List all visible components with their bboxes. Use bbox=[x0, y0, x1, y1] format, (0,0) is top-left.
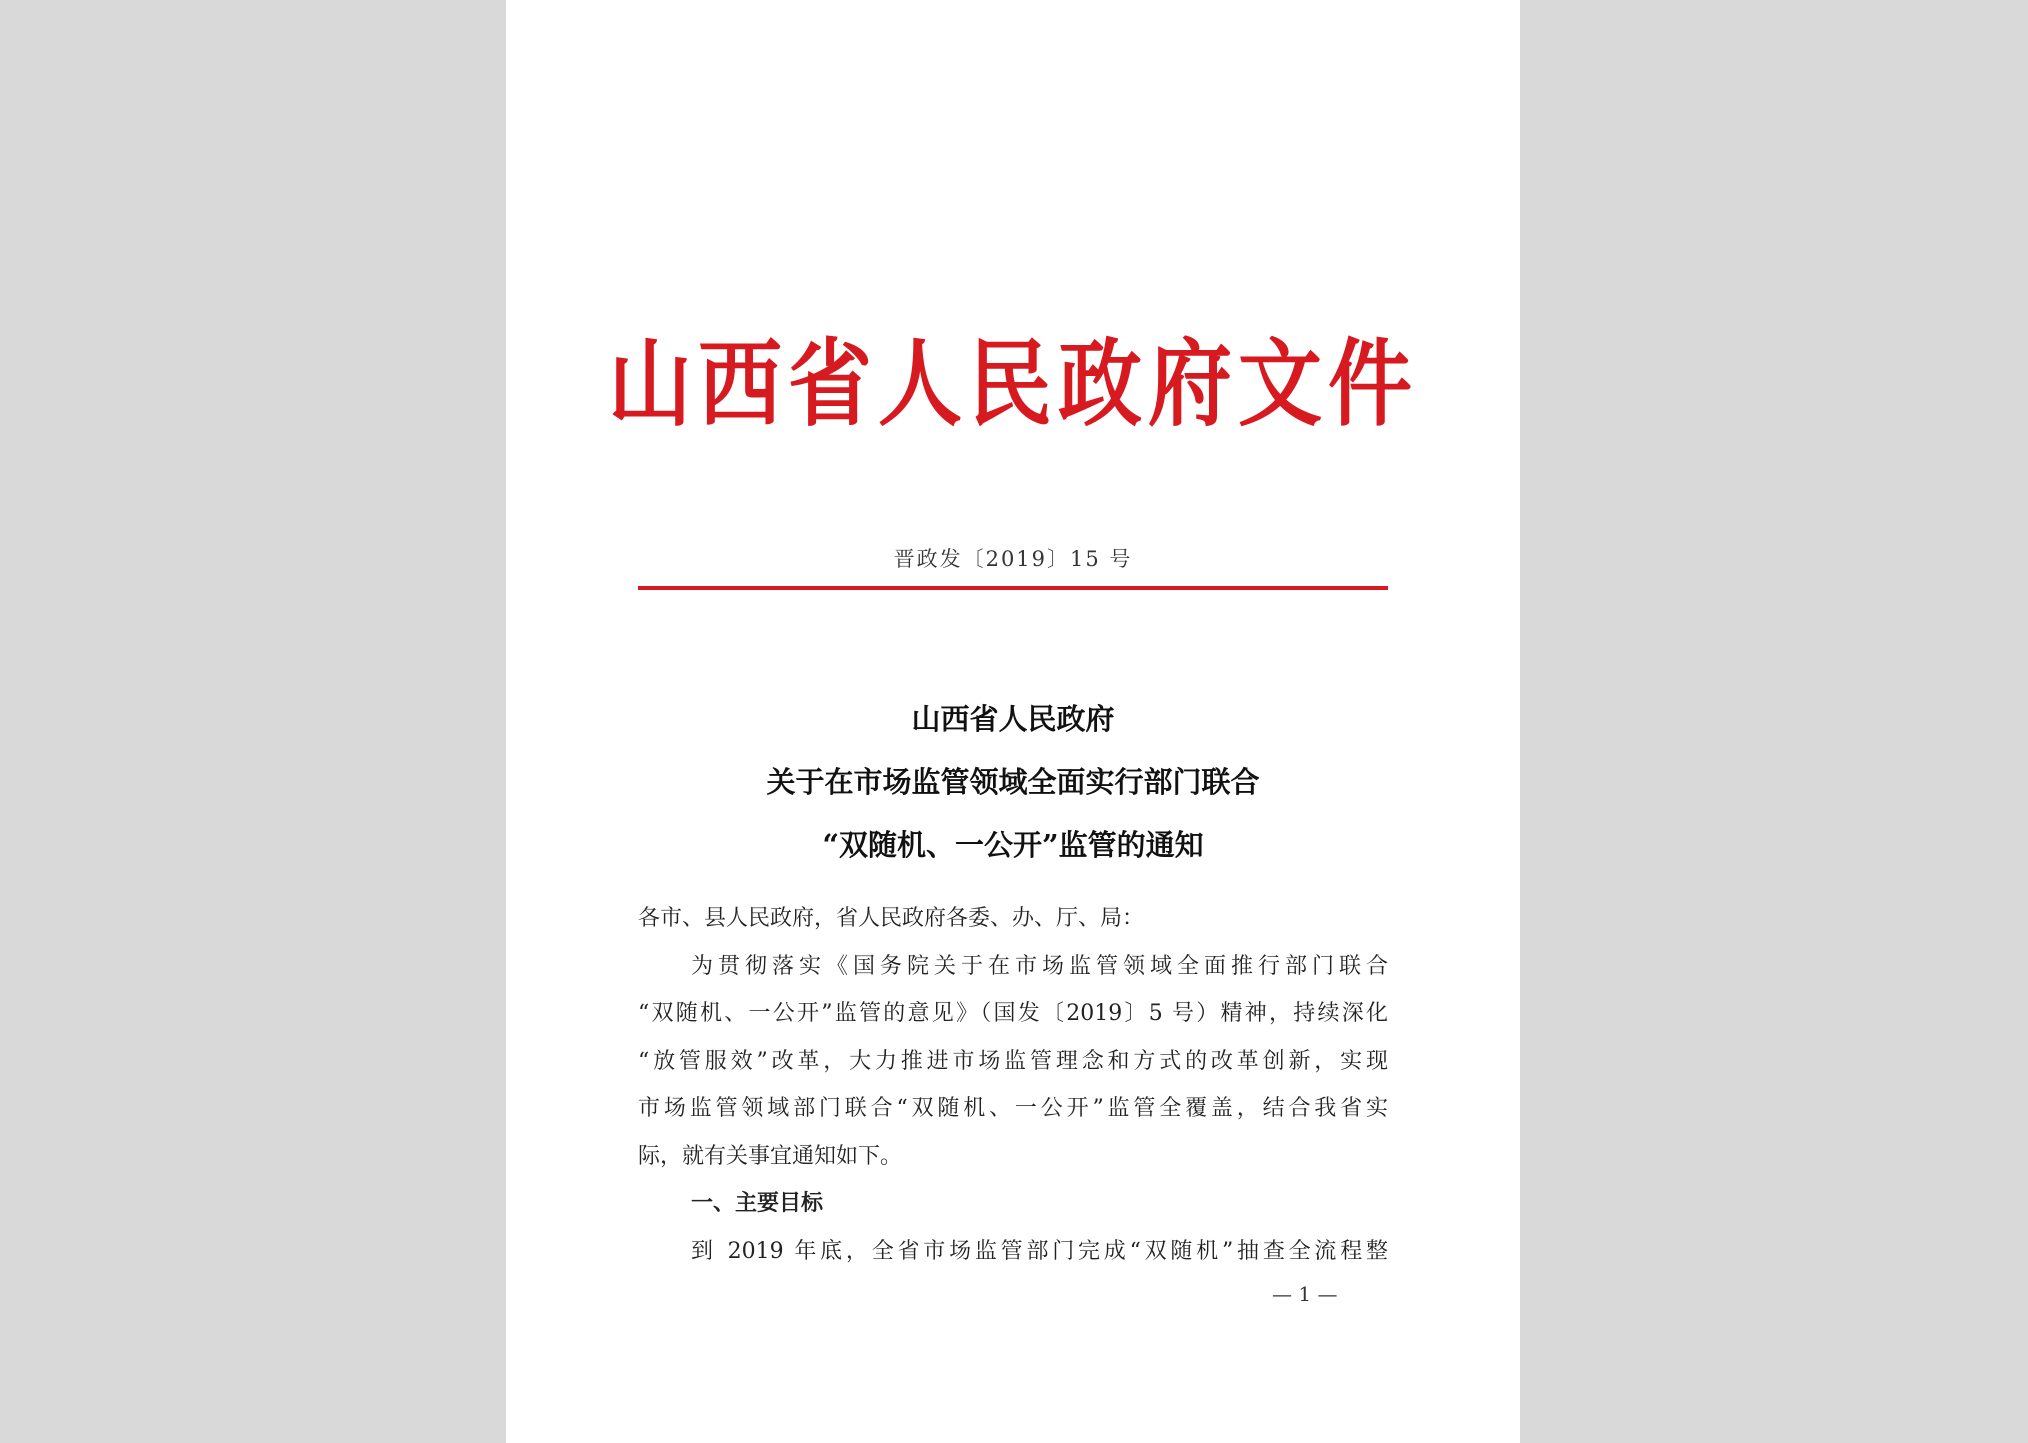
document-page bbox=[506, 0, 1520, 1443]
paragraph-line: 际，就有关事宜通知如下。 bbox=[638, 1143, 903, 1169]
document-title bbox=[506, 688, 1520, 877]
title-line: 关于在市场监管领域全面实行部门联合 bbox=[766, 765, 1260, 799]
paragraph-line: 市场监管领域部门联合“双随机、一公开”监管全覆盖，结合我省实 bbox=[638, 1096, 1388, 1121]
paragraph-line: “放管服效”改革，大力推进市场监管理念和方式的改革创新，实现 bbox=[638, 1048, 1388, 1074]
document-body bbox=[638, 895, 1388, 1275]
paragraph-line: 为贯彻落实《国务院关于在市场监管领域全面推行部门联合 bbox=[691, 953, 1388, 979]
paragraph-line: “双随机、一公开”监管的意见》（国发〔2019〕5 号）精神，持续深化 bbox=[638, 1001, 1388, 1026]
title-line: “双随机、一公开”监管的通知 bbox=[822, 828, 1204, 862]
title-line: 山西省人民政府 bbox=[911, 702, 1115, 736]
addressee-line: 各市、县人民政府，省人民政府各委、办、厅、局： bbox=[638, 906, 1145, 931]
section-heading: 一、主要目标 bbox=[691, 1191, 824, 1216]
document-masthead: 山西省人民政府文件 bbox=[607, 328, 1418, 439]
paragraph-line: 到 2019 年底，全省市场监管部门完成“双随机”抽查全流程整 bbox=[691, 1238, 1388, 1264]
red-divider-line bbox=[638, 586, 1388, 590]
document-number: 晋政发〔2019〕15 号 bbox=[893, 547, 1133, 571]
page-number: — 1 — bbox=[1272, 1282, 1338, 1306]
